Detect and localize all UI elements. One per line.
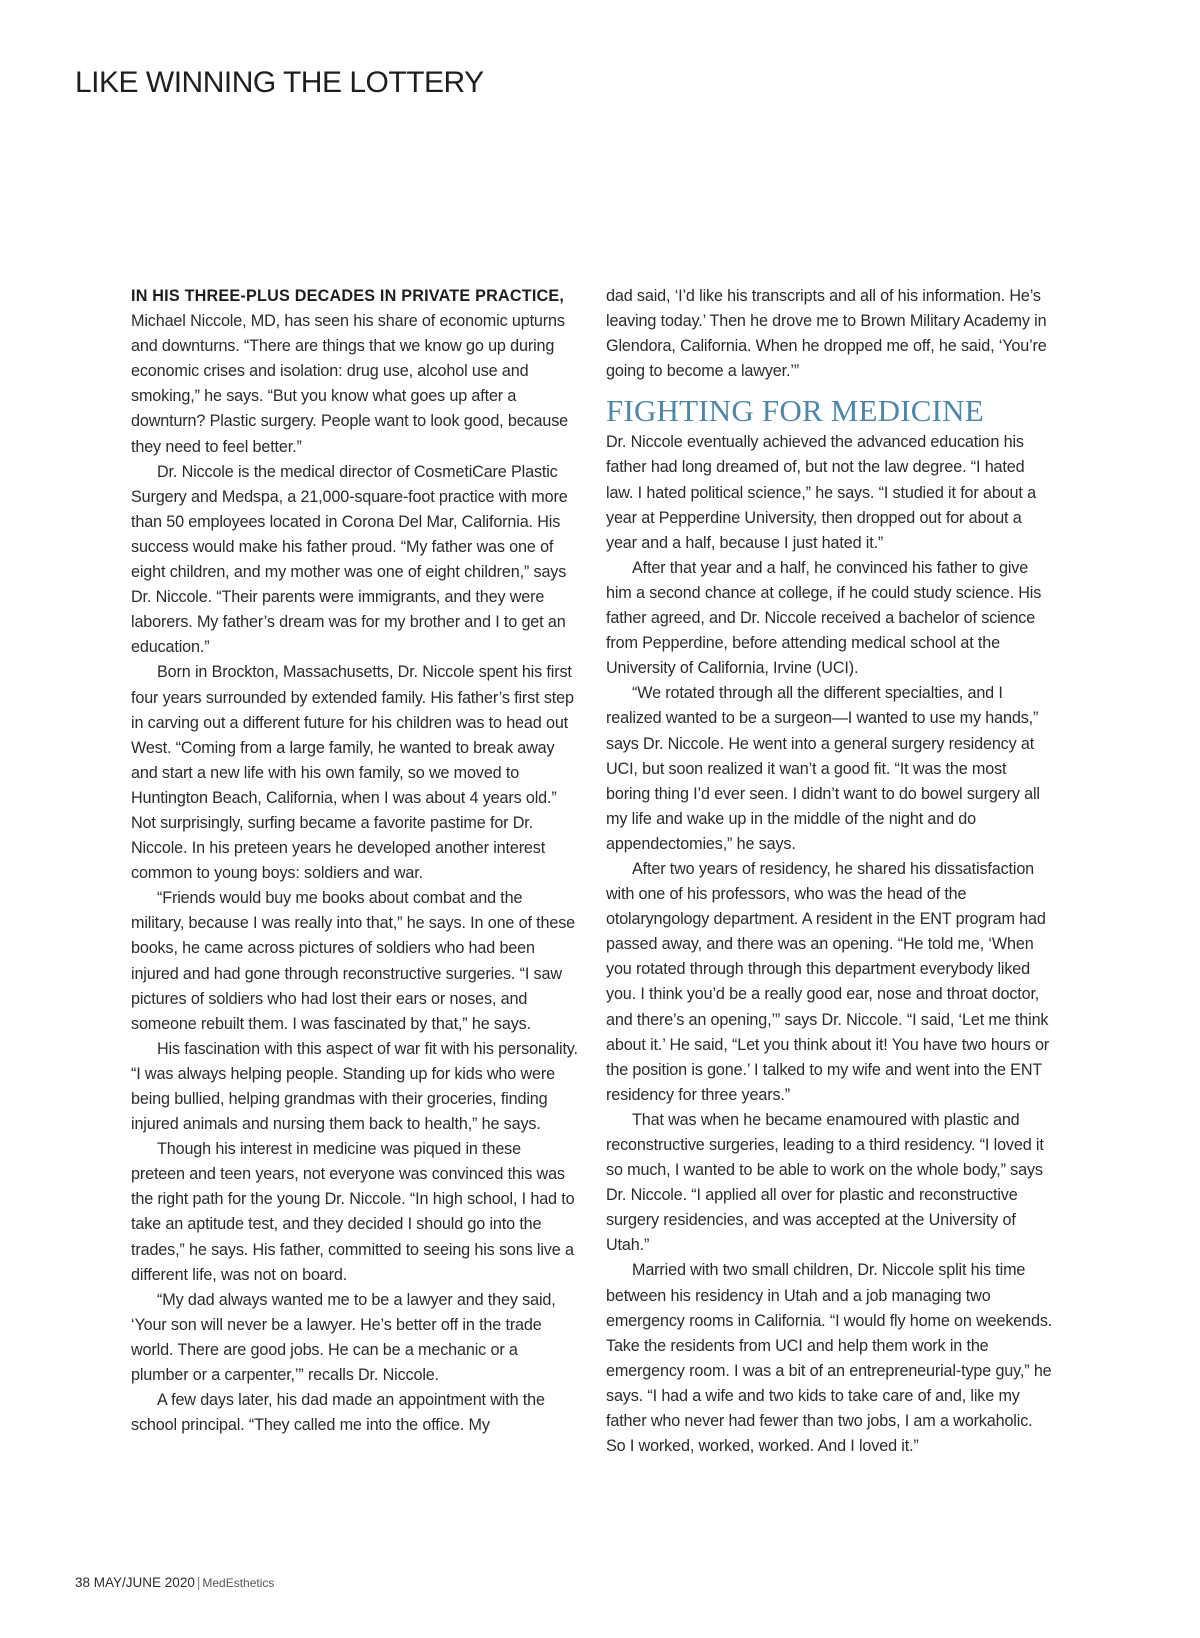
article-paragraph bbox=[131, 284, 579, 460]
article-paragraph: Dr. Niccole eventually achieved the advanced education his father had long dreamed of, but not the law degree. “I hated law. I hated political science,” he says. “I studied it for about a year at Pepperdine University, then dropped out for about a year and a half, because I just hated it.” bbox=[606, 433, 1036, 552]
article-paragraph: Married with two small children, Dr. Niccole split his time between his residency in Utah and a job managing two emergency rooms in California. “I would fly home on weekends. Take the residents from UCI and help them work in the emergency room. I was a bit of an entrepreneurial-type guy,” he says. “I had a wife and two kids to take care of and, like my father who never had fewer than two jobs, I am a workaholic. So I worked, worked, worked. And I loved it.” bbox=[606, 1261, 1053, 1456]
lead-in: IN HIS THREE-PLUS DECADES IN PRIVATE PRACTICE, bbox=[131, 287, 565, 305]
paragraph-text: Michael Niccole, MD, has seen his share of economic upturns and downturns. “There are things that we know go up during economic crises and isolation: drug use, alcohol use and smoking,” he says. “But you know what goes up after a downturn? Plastic surgery. People want to look good, because they need to feel better.” bbox=[131, 312, 569, 456]
issue-date: MAY/JUNE 2020 bbox=[93, 1575, 195, 1590]
article-paragraph: Dr. Niccole is the medical director of CosmetiCare Plastic Surgery and Medspa, a 21,000-square-foot practice with more than 50 employees located in Corona Del Mar, California. His success would make his father proud. “My father was one of eight children, and my mother was one of eight children,” says Dr. Niccole. “Their parents were immigrants, and they were laborers. My father’s dream was for my brother and I to get an education.” bbox=[131, 462, 568, 657]
article-paragraph: After that year and a half, he convinced his father to give him a second chance at college, if he could study science. His father agreed, and Dr. Niccole received a bachelor of science from Pepperdine, before attending medical school at the University of California, Irvine (UCI). bbox=[606, 558, 1042, 678]
article-paragraph: Though his interest in medicine was piqued in these preteen and teen years, not everyone was convinced this was the right path for the young Dr. Niccole. “In high school, I had to take an aptitude test, and they decided I should go into the trades,” he says. His father, committed to seeing his sons live a different life, was not on board. bbox=[131, 1140, 575, 1284]
article-paragraph: After two years of residency, he shared his dissatisfaction with one of his professors, who was the head of the otolaryngology department. A resident in the ENT program had passed away, and there was an opening. “He told me, ‘When you rotated through through this department everybody liked you. I think you’d be a really good ear, nose and throat doctor, and there’s an opening,’” says Dr. Niccole. “I said, ‘Let me think about it.’ He said, “Let you think about it! You have two hours or the position is gone.’ I talked to my wife and went into the ENT residency for three years.” bbox=[606, 859, 1050, 1104]
article-paragraph: “We rotated through all the different specialties, and I realized wanted to be a surgeon—I wanted to use my hands,” says Dr. Niccole. He went into a general surgery residency at UCI, but soon realized it wan’t a good fit. “It was the most boring thing I’d ever seen. I didn’t want to do bowel surgery all my life and wake up in the middle of the night and do appendectomies,” he says. bbox=[606, 684, 1040, 853]
section-title: LIKE WINNING THE LOTTERY bbox=[75, 66, 484, 99]
article-paragraph: His fascination with this aspect of war fit with his personality. “I was always helping people. Standing up for kids who were being bullied, helping grandmas with their groceries, finding injured animals and nursing them back to health,” he says. bbox=[131, 1039, 578, 1134]
magazine-name: MedEsthetics bbox=[202, 1576, 275, 1590]
footer-separator: | bbox=[196, 1575, 201, 1590]
article-paragraph: “Friends would buy me books about combat and the military, because I was really into that,” he says. In one of these books, he came across pictures of soldiers who had been injured and had gone through reconstructive surgeries. “I saw pictures of soldiers who had lost their ears or noses, and someone rebuilt them. I was fascinated by that,” he says. bbox=[131, 889, 576, 1033]
article-column-left bbox=[131, 284, 579, 1438]
article-paragraph: Born in Brockton, Massachusetts, Dr. Niccole spent his first four years surrounded by extended family. His father’s first step in carving out a different future for his children was to head out West. “Coming from a large family, he wanted to break away and start a new life with his own family, so we moved to Huntington Beach, California, when I was about 4 years old.” Not surprisingly, surfing became a favorite pastime for Dr. Niccole. In his preteen years he developed another interest common to young boys: soldiers and war. bbox=[131, 663, 574, 883]
subhead: FIGHTING FOR MEDICINE bbox=[606, 393, 984, 429]
article-paragraph: A few days later, his dad made an appointment with the school principal. “They called me into the office. My bbox=[131, 1391, 545, 1435]
article-column-right bbox=[606, 284, 1054, 1459]
article-paragraph: “My dad always wanted me to be a lawyer and they said, ‘Your son will never be a lawyer. He’s better off in the trade world. There are good jobs. He can be a mechanic or a plumber or a carpenter,’” recalls Dr. Niccole. bbox=[131, 1290, 556, 1385]
page-number: 38 bbox=[75, 1575, 91, 1590]
page-footer bbox=[75, 1575, 274, 1590]
article-paragraph: That was when he became enamoured with plastic and reconstructive surgeries, leading to a third residency. “I loved it so much, I wanted to be able to work on the whole body,” says Dr. Niccole. “I applied all over for plastic and reconstructive surgery residencies, and was accepted at the University of Utah.” bbox=[606, 1110, 1044, 1255]
article-paragraph: dad said, ‘I’d like his transcripts and all of his information. He’s leaving today.’ Then he drove me to Brown Military Academy in Glendora, California. When he dropped me off, he said, ‘You’re going to become a lawyer.’” bbox=[606, 287, 1047, 381]
